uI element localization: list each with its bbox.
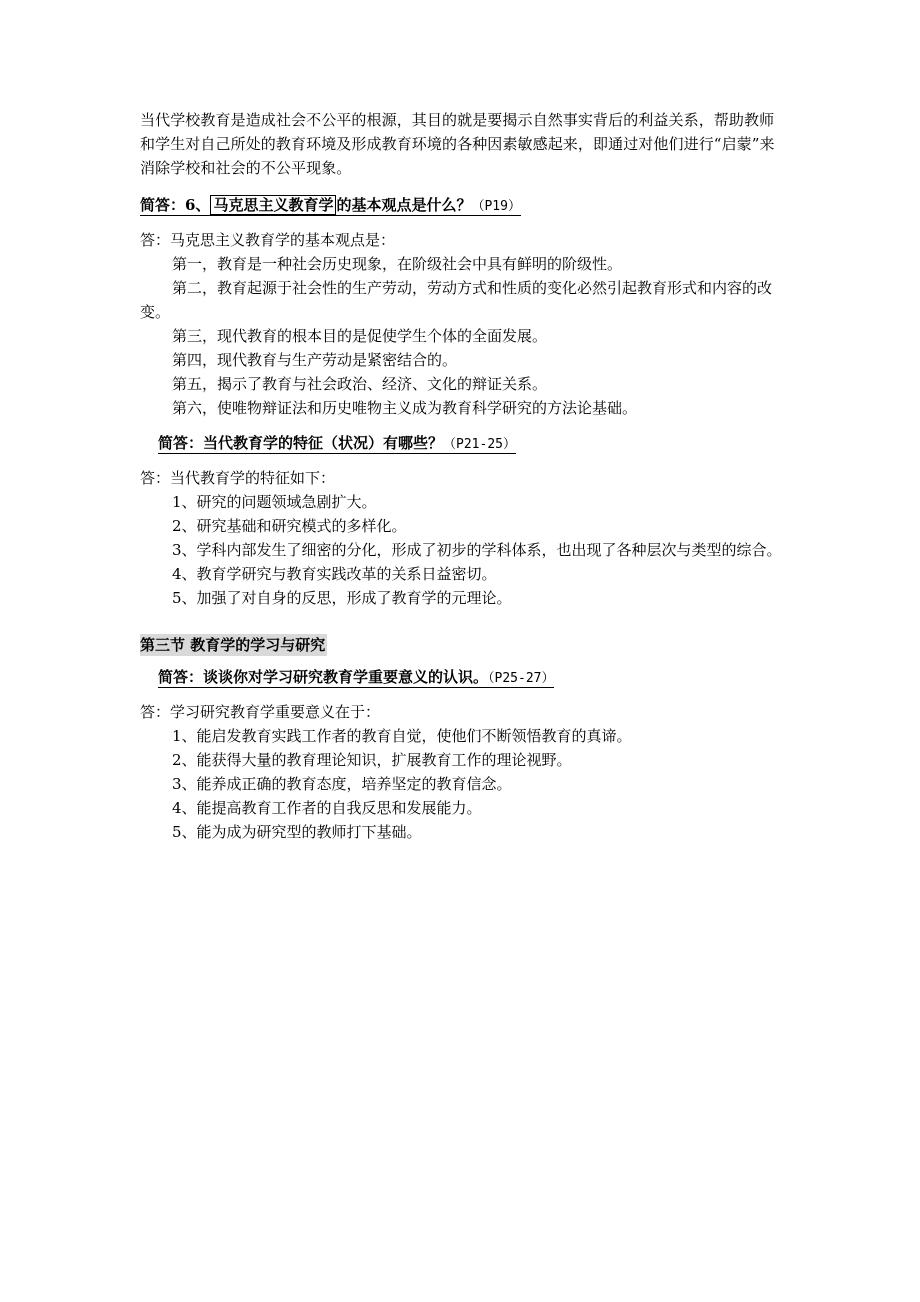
- answer-item: 4、教育学研究与教育实践改革的关系日益密切。: [172, 565, 497, 583]
- answer-intro: 答：马克思主义教育学的基本观点是：: [140, 231, 396, 249]
- answer-item: 5、能为成为研究型的教师打下基础。: [172, 823, 422, 841]
- answer-item: 4、能提高教育工作者的自我反思和发展能力。: [172, 799, 482, 817]
- answer-item: 第六，使唯物辩证法和历史唯物主义成为教育科学研究的方法论基础。: [172, 399, 638, 417]
- answer-item: 3、学科内部发生了细密的分化，形成了初步的学科体系，也出现了各种层次与类型的综合。: [172, 541, 782, 559]
- answer-item: 第一，教育是一种社会历史现象，在阶级社会中具有鲜明的阶级性。: [172, 255, 623, 273]
- boxed-term: 马克思主义教育学: [210, 195, 336, 215]
- page-reference: （P19）: [471, 199, 521, 214]
- question-marxist-pedagogy: [140, 194, 785, 218]
- answer-item: 1、能启发教育实践工作者的教育自觉，使他们不断领悟教育的真谛。: [172, 727, 632, 745]
- question-prefix: 简答：6、: [140, 196, 211, 214]
- answer-item: 5、加强了对自身的反思，形成了教育学的元理论。: [172, 589, 512, 607]
- section-heading-wrapper: [140, 634, 785, 656]
- question-suffix: 的基本观点是什么？: [336, 196, 472, 214]
- answer-item: 第三，现代教育的根本目的是促使学生个体的全面发展。: [172, 327, 548, 345]
- answer-intro: 答：学习研究教育学重要意义在于：: [140, 703, 381, 721]
- question-text: [158, 434, 516, 454]
- intro-paragraph: 当代学校教育是造成社会不公平的根源，其目的就是要揭示自然事实背后的利益关系，帮助教师和学生对自己所处的教育环境及形成教育环境的各种因素敏感起来，即通过对他们进行“启蒙”来消除学校和社会的不公平现象。: [140, 111, 775, 177]
- question-text: [140, 196, 521, 216]
- section-heading: 第三节 教育学的学习与研究: [140, 636, 326, 654]
- question-contemporary-pedagogy: [140, 432, 785, 456]
- answer-intro: 答：当代教育学的特征如下：: [140, 469, 336, 487]
- page-reference: （P21-25）: [443, 437, 516, 452]
- answer-item: 第二，教育起源于社会性的生产劳动，劳动方式和性质的变化必然引起教育形式和内容的改变。: [140, 279, 773, 321]
- answer-item: 2、研究基础和研究模式的多样化。: [172, 517, 407, 535]
- question-significance: [140, 666, 785, 690]
- answer-item: 1、研究的问题领域急剧扩大。: [172, 493, 377, 511]
- question-body: 简答：谈谈你对学习研究教育学重要意义的认识。: [158, 668, 489, 686]
- answer-item: 第五，揭示了教育与社会政治、经济、文化的辩证关系。: [172, 375, 548, 393]
- document-page: [140, 108, 785, 844]
- answer-item: 2、能获得大量的教育理论知识，扩展教育工作的理论视野。: [172, 751, 572, 769]
- question-body: 简答：当代教育学的特征（状况）有哪些？: [158, 434, 444, 452]
- answer-item: 第四，现代教育与生产劳动是紧密结合的。: [172, 351, 458, 369]
- page-reference: （P25-27）: [488, 671, 555, 686]
- question-text: [158, 668, 554, 688]
- answer-item: 3、能养成正确的教育态度，培养坚定的教育信念。: [172, 775, 512, 793]
